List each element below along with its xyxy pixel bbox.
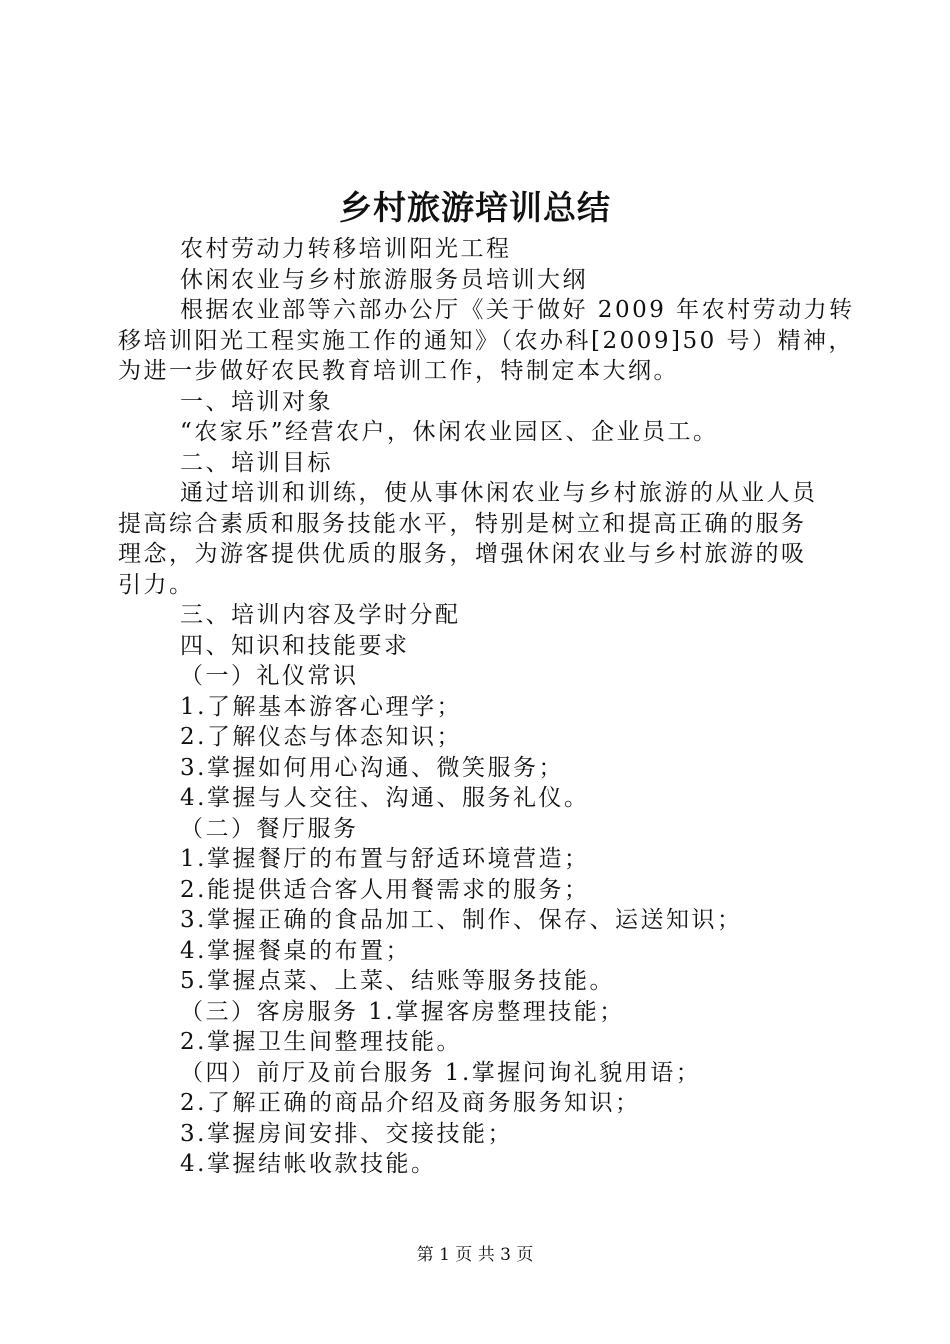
list-item: 2.能提供适合客人用餐需求的服务；	[180, 876, 590, 903]
paragraph-line: 通过培训和训练，使从事休闲农业与乡村旅游的从业人员	[180, 480, 818, 506]
list-item: （二）餐厅服务	[180, 815, 359, 842]
list-item: （三）客房服务 1.掌握客房整理技能；	[180, 998, 625, 1025]
page-number-footer: 第 1 页 共 3 页	[416, 1245, 534, 1265]
list-item: 3.掌握如何用心沟通、微笑服务；	[180, 754, 564, 781]
paragraph-line: 移培训阳光工程实施工作的通知》（农办科[2009]50 号）精神，	[118, 327, 855, 354]
section-heading: 三、培训内容及学时分配	[180, 602, 461, 628]
document-body	[118, 234, 855, 1180]
requirement-list	[118, 661, 836, 1180]
list-item: 5.掌握点菜、上菜、结账等服务技能。	[180, 968, 615, 994]
list-item: 4.掌握餐桌的布置；	[180, 937, 411, 964]
subtitle-line: 休闲农业与乡村旅游服务员培训大纲	[180, 266, 588, 293]
paragraph-line: 引力。	[118, 571, 195, 598]
list-item: 3.掌握房间安排、交接技能；	[180, 1120, 513, 1147]
section-heading: 二、培训目标	[180, 449, 333, 476]
target-text: “农家乐”经营农户，休闲农业园区、企业员工。	[180, 419, 719, 445]
list-item: 2.了解仪态与体态知识；	[180, 724, 462, 750]
section-heading: 四、知识和技能要求	[180, 632, 410, 659]
document-title: 乡村旅游培训总结	[339, 188, 611, 227]
list-item: 2.掌握卫生间整理技能。	[180, 1029, 462, 1055]
list-item: 1.了解基本游客心理学；	[180, 693, 462, 720]
paragraph-line: 为进一步做好农民教育培训工作，特制定本大纲。	[118, 358, 679, 384]
paragraph-line: 提高综合素质和服务技能水平，特别是树立和提高正确的服务	[118, 510, 807, 537]
paragraph-line: 理念，为游客提供优质的服务，增强休闲农业与乡村旅游的吸	[118, 541, 807, 567]
paragraph-line: 根据农业部等六部办公厅《关于做好 2009 年农村劳动力转	[180, 297, 855, 323]
intro-paragraph	[118, 295, 855, 387]
list-item: （一）礼仪常识	[180, 663, 359, 689]
list-item: 4.掌握与人交往、沟通、服务礼仪。	[180, 785, 590, 811]
list-item: 3.掌握正确的食品加工、制作、保存、运送知识；	[180, 907, 743, 933]
list-item: 2.了解正确的商品介绍及商务服务知识；	[180, 1090, 641, 1116]
goal-paragraph	[118, 478, 836, 600]
section-heading: 一、培训对象	[180, 388, 333, 415]
list-item: 4.掌握结帐收款技能。	[180, 1151, 437, 1177]
subtitle-line: 农村劳动力转移培训阳光工程	[180, 236, 512, 262]
list-item: 1.掌握餐厅的布置与舒适环境营造；	[180, 846, 590, 872]
list-item: （四）前厅及前台服务 1.掌握问询礼貌用语；	[180, 1059, 702, 1086]
